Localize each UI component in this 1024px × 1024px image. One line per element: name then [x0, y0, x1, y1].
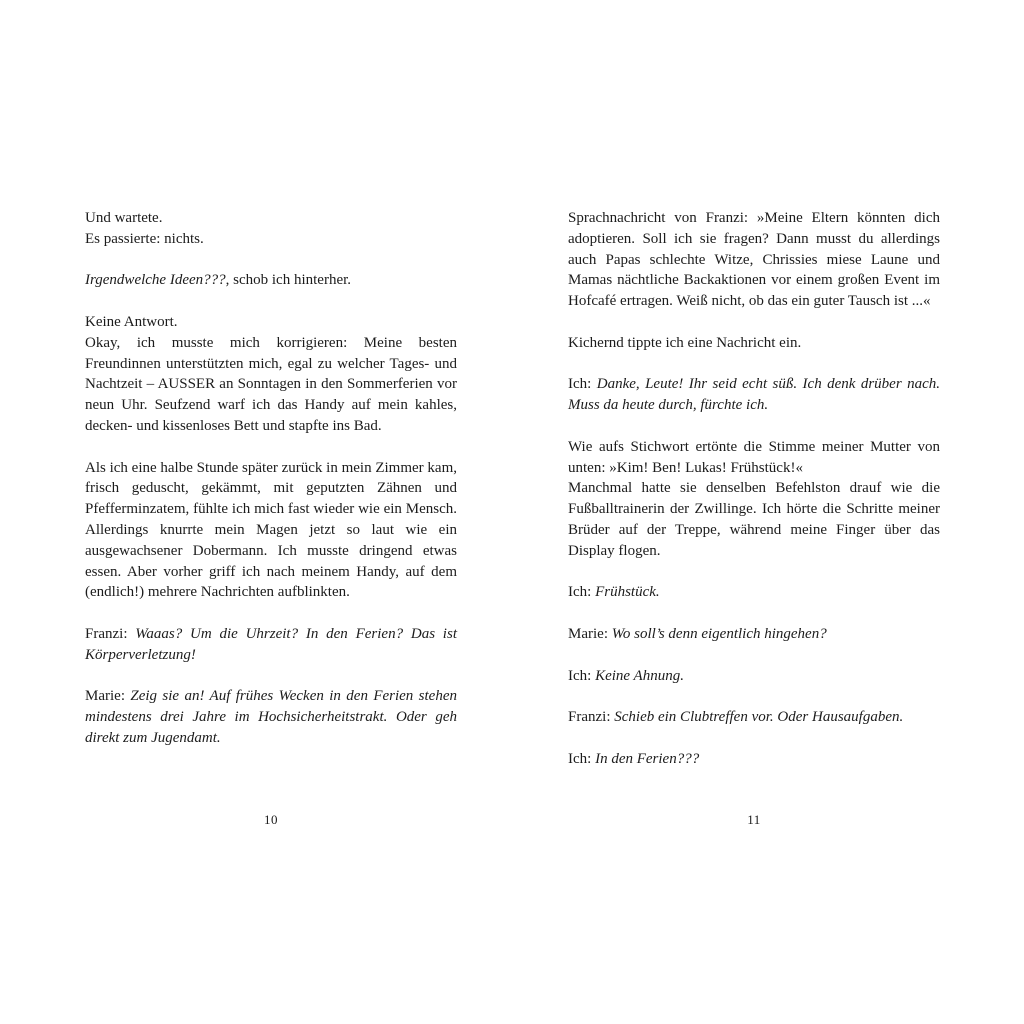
text-segment: Franzi: [568, 709, 615, 726]
page-text-left [85, 208, 457, 749]
text-segment: Ich: [568, 750, 596, 767]
paragraph [568, 582, 940, 603]
paragraph [85, 333, 457, 437]
text-segment: Sprachnachricht von Franzi: »Meine Eltern könnten dich adoptieren. Soll ich sie fragen? Dann musst du allerdings auch Papas schlechte Witze, Chrissies miese Laune und Mamas nächtliche Backaktionen vor einem großen Event im Hofcafé ertragen. Weiß nicht, ob das ein guter Tausch ist ...« [568, 210, 940, 310]
text-segment: Ich: [568, 584, 596, 601]
paragraph [568, 749, 940, 770]
text-segment-italic: Frühstück. [595, 584, 660, 601]
text-segment: Ich: [568, 667, 596, 684]
text-segment: Es passierte: nichts. [85, 230, 204, 247]
text-segment: , schob ich hinterher. [225, 272, 352, 289]
text-segment-italic: In den Ferien??? [595, 750, 700, 767]
text-segment-italic: Wo soll’s denn eigentlich hingehen? [611, 625, 827, 642]
text-segment-italic: Waaas? Um die Uhrzeit? In den Ferien? Das ist Körperverletzung! [85, 625, 457, 663]
page-text-right [568, 208, 940, 770]
paragraph [568, 478, 940, 561]
text-segment-italic: Zeig sie an! Auf frühes Wecken in den Ferien stehen mindestens drei Jahre im Hochsicherheitstrakt. Oder geh direkt zum Jugendamt. [85, 688, 457, 746]
text-segment: Ich: [568, 376, 597, 393]
paragraph [85, 458, 457, 604]
paragraph [85, 312, 457, 333]
text-segment: Manchmal hatte sie denselben Befehlston drauf wie die Fußballtrainerin der Zwillinge. Ich hörte die Schritte meiner Brüder auf der Treppe, während meine Finger über das Display flogen. [568, 480, 940, 559]
book-page-right [512, 0, 1024, 1024]
paragraph [85, 624, 457, 666]
paragraph [568, 374, 940, 416]
text-segment: Und wartete. [85, 210, 163, 226]
text-segment: Okay, ich musste mich korrigieren: Meine besten Freundinnen unterstützten mich, egal zu welcher Tages- und Nachtzeit – AUSSER an Sonntagen in den Sommerferien vor neun Uhr. Seufzend warf ich das Handy auf mein kahles, decken- und kissenloses Bett und stapfte ins Bad. [85, 334, 457, 434]
text-segment: Keine Antwort. [85, 313, 178, 330]
paragraph [85, 270, 457, 291]
text-segment-italic: Danke, Leute! Ihr seid echt süß. Ich denk drüber nach. Muss da heute durch, fürchte ich. [568, 376, 940, 414]
text-segment: Kichernd tippte ich eine Nachricht ein. [568, 334, 802, 351]
paragraph [85, 686, 457, 748]
text-segment: Als ich eine halbe Stunde später zurück in mein Zimmer kam, frisch geduscht, gekämmt, mit geputzten Zähnen und Pfefferminzatem, fühlte ich mich fast wieder wie ein Mensch. Allerdings knurrte mein Magen jetzt so laut wie ein ausgewachsener Dobermann. Ich musste dringend etwas essen. Aber vorher griff ich nach meinem Handy, auf dem (endlich!) mehrere Nachrichten aufblinkten. [85, 459, 457, 601]
text-segment: Marie: [85, 688, 131, 705]
page-number-left: 10 [264, 812, 278, 827]
text-segment: Marie: [568, 625, 612, 642]
paragraph [568, 437, 940, 479]
paragraph [568, 624, 940, 645]
page-number-right: 11 [747, 812, 761, 827]
text-segment: Wie aufs Stichwort ertönte die Stimme meiner Mutter von unten: »Kim! Ben! Lukas! Frühstück!« [568, 438, 940, 476]
paragraph [85, 229, 457, 250]
text-segment: Franzi: [85, 625, 136, 642]
text-segment-italic: Irgendwelche Ideen??? [85, 272, 226, 289]
paragraph [568, 666, 940, 687]
paragraph [568, 333, 940, 354]
text-segment-italic: Schieb ein Clubtreffen vor. Oder Hausaufgaben. [614, 709, 904, 726]
paragraph [568, 707, 940, 728]
paragraph [85, 208, 457, 229]
text-segment-italic: Keine Ahnung. [595, 667, 684, 684]
paragraph [568, 208, 940, 312]
